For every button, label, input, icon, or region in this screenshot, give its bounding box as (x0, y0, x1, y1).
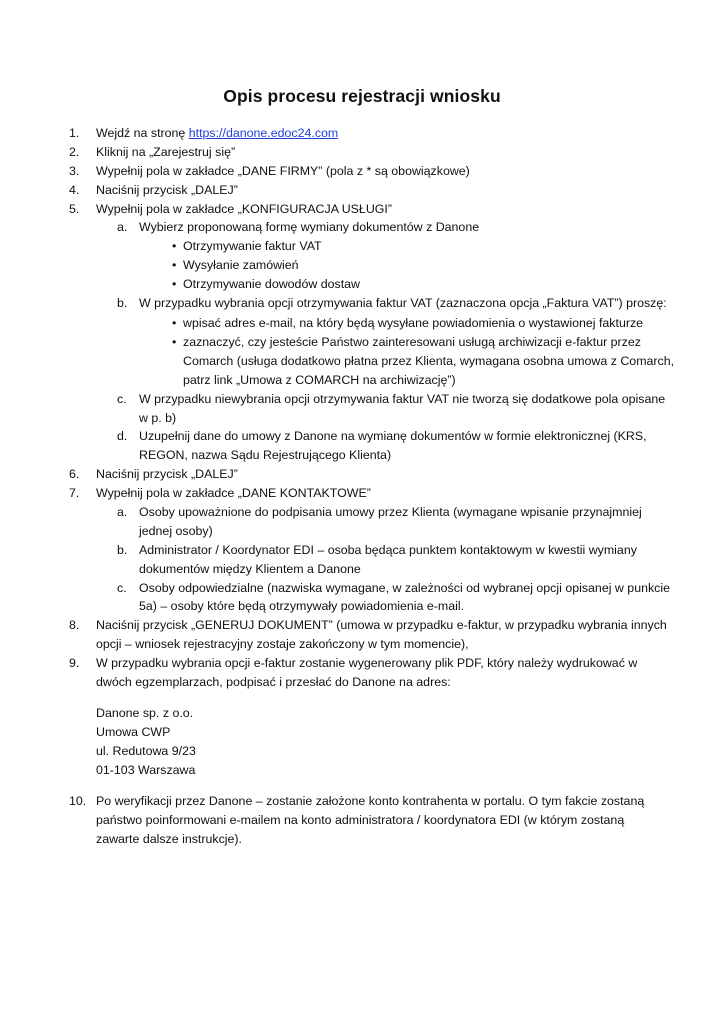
address-line: Danone sp. z o.o. (96, 706, 194, 720)
list-item (96, 124, 338, 143)
sub-item: Osoby odpowiedzialne (nazwiska wymagane, w zależności od wybranej opcji opisanej w punkcie (139, 581, 671, 595)
bullet-item: Otrzymywanie dowodów dostaw (183, 277, 360, 291)
bullet-icon: • (172, 277, 177, 291)
sub-letter: d. (117, 429, 128, 443)
list-item-continuation: dwóch egzemplarzach, podpisać i przesłać do Danone na adres: (96, 675, 451, 689)
list-item: W przypadku wybrania opcji e-faktur zostanie wygenerowany plik PDF, który należy wydrukować w (96, 656, 638, 670)
list-item: Wypełnij pola w zakładce „KONFIGURACJA USŁUGI” (96, 202, 392, 216)
list-number: 3. (69, 164, 80, 178)
sub-letter: c. (117, 392, 127, 406)
list-number: 4. (69, 183, 80, 197)
list-item-continuation: państwo poinformowani e-mailem na konto administratora / koordynatora EDI (w którym zostaną (96, 813, 625, 827)
bullet-icon: • (172, 239, 177, 253)
page-title: Opis procesu rejestracji wniosku (223, 86, 501, 106)
list-number: 2. (69, 145, 80, 159)
sub-item: Wybierz proponowaną formę wymiany dokumentów z Danone (139, 220, 480, 234)
bullet-item-continuation: patrz link „Umowa z COMARCH na archiwizację”) (183, 373, 456, 387)
sub-item: Administrator / Koordynator EDI – osoba będąca punktem kontaktowym w kwestii wymiany (139, 543, 637, 557)
list-item: Wypełnij pola w zakładce „DANE KONTAKTOWE” (96, 486, 371, 500)
address-line: 01-103 Warszawa (96, 763, 196, 777)
bullet-item: Wysyłanie zamówień (183, 258, 299, 272)
bullet-item: zaznaczyć, czy jesteście Państwo zainteresowani usługą archiwizacji e-faktur przez (183, 335, 641, 349)
list-number: 7. (69, 486, 80, 500)
sub-item-continuation: jednej osoby) (139, 524, 213, 538)
sub-item: W przypadku niewybrania opcji otrzymywania faktur VAT nie tworzą się dodatkowe pola opisane (139, 392, 666, 406)
list-item-continuation: opcji – wniosek rejestracyjny zostaje zakończony w tym momencie), (96, 637, 469, 651)
sub-letter: a. (117, 505, 128, 519)
item-text: Wejdź na stronę (96, 126, 189, 140)
sub-item: Uzupełnij dane do umowy z Danone na wymianę dokumentów w formie elektronicznej (KRS, (139, 429, 647, 443)
sub-letter: b. (117, 296, 128, 310)
address-line: Umowa CWP (96, 725, 171, 739)
bullet-icon: • (172, 316, 177, 330)
bullet-item: Otrzymywanie faktur VAT (183, 239, 322, 253)
sub-item: Osoby upoważnione do podpisania umowy przez Klienta (wymagane wpisanie przynajmniej (139, 505, 642, 519)
list-number: 8. (69, 618, 80, 632)
bullet-icon: • (172, 335, 177, 349)
portal-link[interactable]: https://danone.edoc24.com (188, 126, 339, 140)
list-number: 10. (69, 794, 87, 808)
bullet-icon: • (172, 258, 177, 272)
list-number: 6. (69, 467, 80, 481)
list-number: 5. (69, 202, 80, 216)
sub-item-continuation: w p. b) (139, 411, 177, 425)
list-number: 9. (69, 656, 80, 670)
list-item: Naciśnij przycisk „DALEJ” (96, 467, 238, 481)
list-item: Po weryfikacji przez Danone – zostanie założone konto kontrahenta w portalu. O tym fakcie zostaną (96, 794, 645, 808)
sub-item-continuation: dokumentów między Klientem a Danone (139, 562, 361, 576)
sub-item-continuation: 5a) – osoby które będą otrzymywały powiadomienia e-mail. (139, 599, 465, 613)
list-number: 1. (69, 126, 80, 140)
list-item: Kliknij na „Zarejestruj się” (96, 145, 236, 159)
list-item: Naciśnij przycisk „GENERUJ DOKUMENT” (umowa w przypadku e-faktur, w przypadku wybrania innych (96, 618, 667, 632)
bullet-item: wpisać adres e-mail, na który będą wysyłane powiadomienia o wystawionej fakturze (183, 316, 644, 330)
list-item: Naciśnij przycisk „DALEJ” (96, 183, 238, 197)
list-item-continuation: zawarte dalsze instrukcje). (96, 832, 242, 846)
sub-letter: a. (117, 220, 128, 234)
list-item: Wypełnij pola w zakładce „DANE FIRMY” (pola z * są obowiązkowe) (96, 164, 470, 178)
sub-letter: c. (117, 581, 127, 595)
bullet-item-continuation: Comarch (usługa dodatkowo płatna przez Klienta, wymagana osobna umowa z Comarch, (183, 354, 675, 368)
sub-item: W przypadku wybrania opcji otrzymywania faktur VAT (zaznaczona opcja „Faktura VAT”) proszę: (139, 296, 667, 310)
address-line: ul. Redutowa 9/23 (96, 744, 196, 758)
sub-item-continuation: REGON, nazwa Sądu Rejestrującego Klienta) (139, 448, 392, 462)
sub-letter: b. (117, 543, 128, 557)
